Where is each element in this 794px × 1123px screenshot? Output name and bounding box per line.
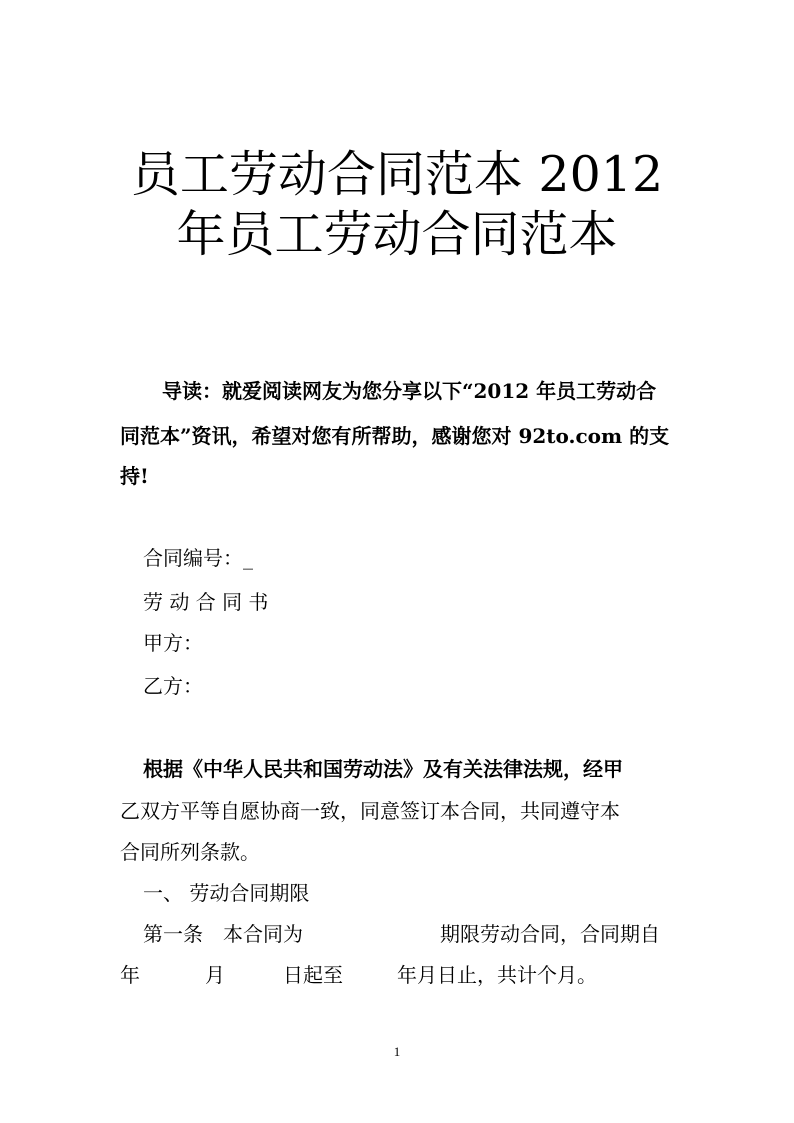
- term-month-label: 月: [205, 963, 225, 987]
- contract-number-field: 合同编号：_: [143, 546, 253, 570]
- preamble-line-1: 根据《中华人民共和国劳动法》及有关法律法规，经甲: [143, 757, 623, 781]
- party-b-field: 乙方：: [143, 674, 203, 698]
- article-1-part-b: 期限劳动合同，合同期自: [440, 922, 660, 946]
- term-year-label: 年: [120, 963, 140, 987]
- article-1-part-a: 第一条 本合同为: [143, 922, 303, 946]
- document-name: 劳 动 合 同 书: [143, 590, 269, 614]
- intro-line-3: 持!: [120, 464, 149, 488]
- document-title-line1: 员工劳动合同范本 2012: [130, 146, 664, 203]
- preamble-line-3: 合同所列条款。: [120, 840, 260, 864]
- term-end-text: 年月日止，共计个月。: [397, 963, 597, 987]
- preamble-line-2: 乙双方平等自愿协商一致，同意签订本合同，共同遵守本: [120, 799, 620, 823]
- document-title-line2: 年员工劳动合同范本: [176, 206, 618, 263]
- page-number: 1: [393, 1044, 401, 1059]
- intro-line-2: 同范本”资讯，希望对您有所帮助，感谢您对 92to.com 的支: [120, 424, 670, 448]
- term-day-label: 日起至: [283, 963, 343, 987]
- section-heading-contract-term: 一、 劳动合同期限: [143, 881, 310, 905]
- party-a-field: 甲方：: [143, 631, 203, 655]
- intro-line-1: 导读：就爱阅读网友为您分享以下“2012 年员工劳动合: [162, 379, 657, 403]
